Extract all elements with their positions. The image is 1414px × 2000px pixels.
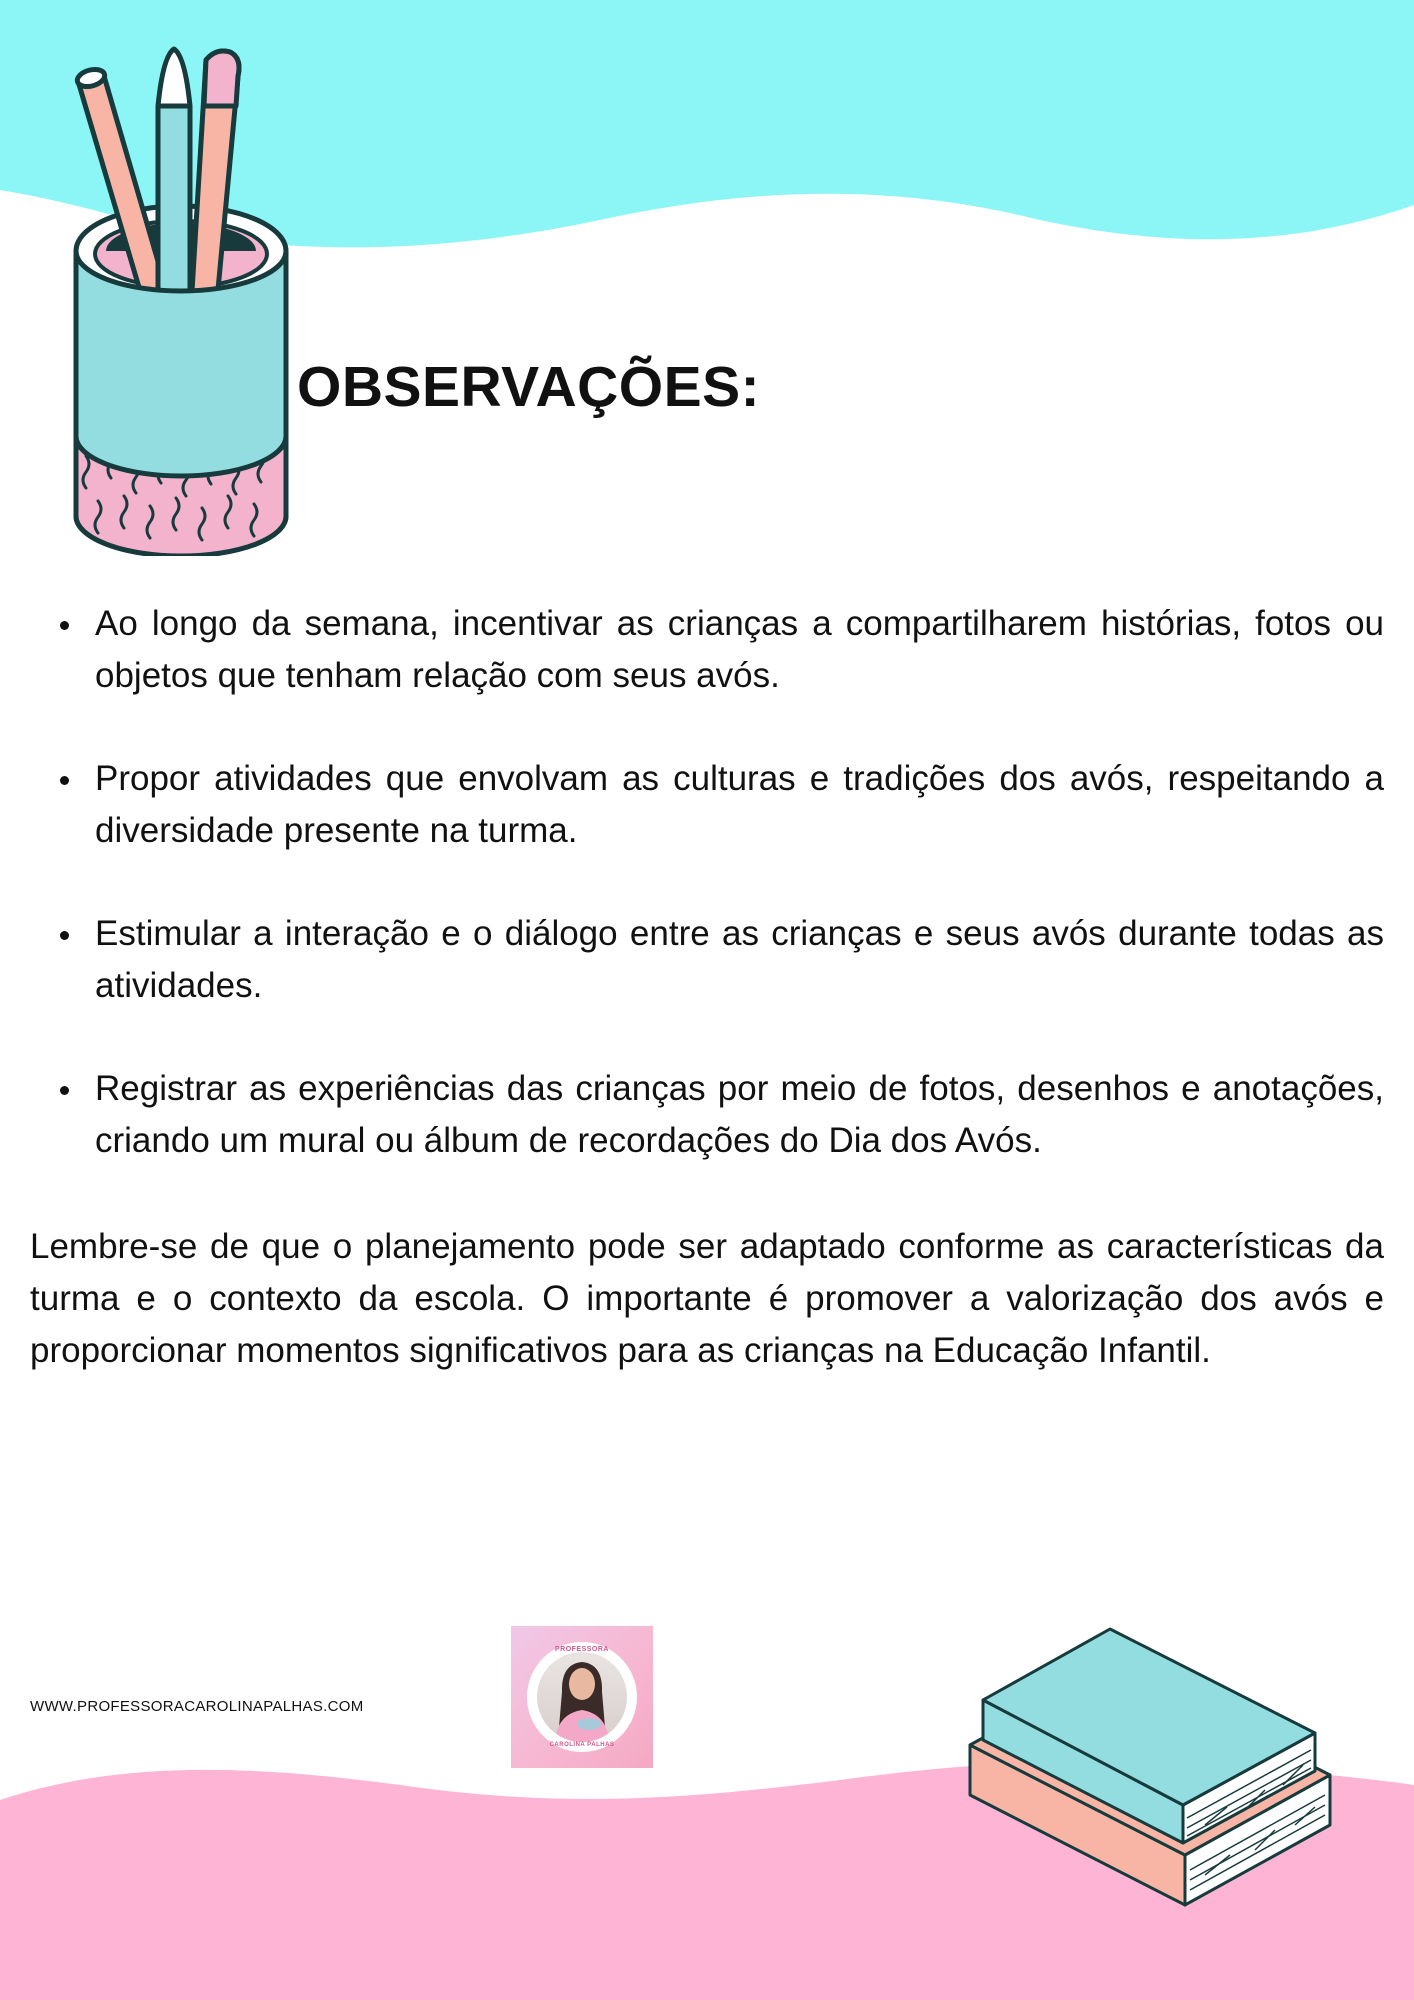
list-item: Registrar as experiências das crianças por meio de fotos, desenhos e anotações, criando um mural ou álbum de recordações do Dia dos Avós. bbox=[30, 1063, 1384, 1167]
logo-top-text: PROFESSORA bbox=[554, 1646, 609, 1653]
list-item: Propor atividades que envolvam as culturas e tradições dos avós, respeitando a diversidade presente na turma. bbox=[30, 753, 1384, 857]
person-avatar-icon bbox=[537, 1652, 627, 1742]
website-url[interactable]: WWW.PROFESSORACAROLINAPALHAS.COM bbox=[30, 1698, 364, 1715]
pencil-cup-icon bbox=[66, 46, 296, 556]
list-item: Estimular a interação e o diálogo entre as crianças e seus avós durante todas as atividades. bbox=[30, 908, 1384, 1012]
page-title: OBSERVAÇÕES: bbox=[297, 355, 761, 419]
closing-paragraph: Lembre-se de que o planejamento pode ser adaptado conforme as características da turma e o contexto da escola. O importante é promover a valorização dos avós e proporcionar momentos significativos para as crianças na Educação Infantil. bbox=[30, 1227, 1384, 1370]
list-item: Ao longo da semana, incentivar as crianças a compartilharem histórias, fotos ou objetos que tenham relação com seus avós. bbox=[30, 598, 1384, 702]
avatar bbox=[537, 1652, 627, 1742]
professor-logo bbox=[511, 1626, 653, 1768]
logo-ring bbox=[527, 1642, 637, 1752]
logo-bottom-text: CAROLINA PALHAS bbox=[549, 1742, 615, 1748]
books-stack-icon bbox=[965, 1625, 1335, 1915]
observations-list bbox=[30, 598, 1384, 1218]
